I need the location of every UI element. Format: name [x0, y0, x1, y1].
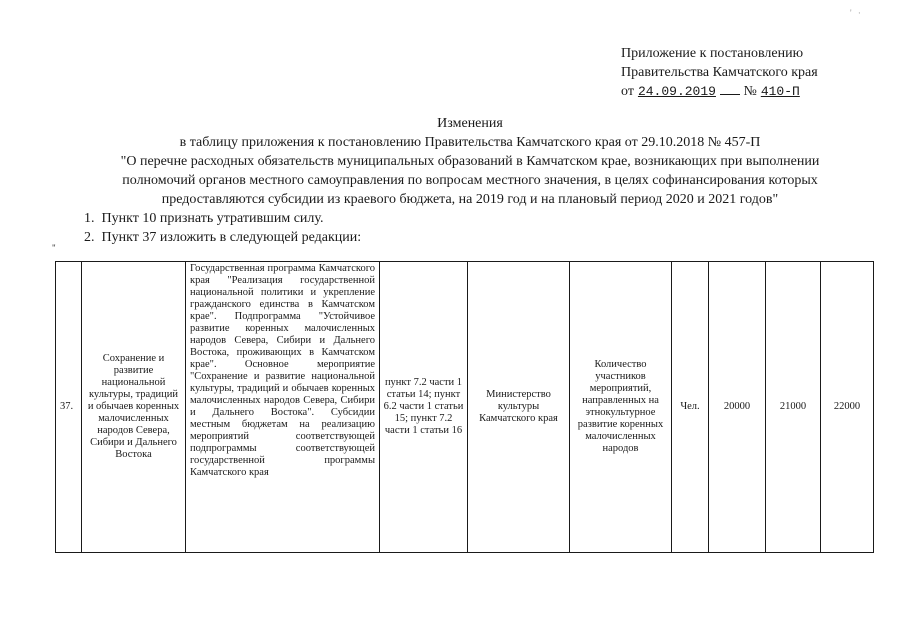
- document-title: [40, 114, 900, 209]
- scan-speckle-mark: ' ·: [850, 8, 863, 18]
- date-underline-gap: [720, 82, 740, 95]
- row-number-cell: 37.: [56, 262, 82, 553]
- table-row: [56, 262, 874, 553]
- change-item: [84, 228, 361, 247]
- appendix-line-1: Приложение к постановлению: [621, 46, 804, 61]
- title-line-5: предоставляются субсидии из краевого бюджета, на 2019 год и на плановый период 2020 и 2021 годов": [161, 192, 779, 207]
- title-heading: Изменения: [437, 116, 503, 131]
- obligation-name-cell: Сохранение и развитие национальной культуры, традиций и обычаев коренных малочисленных народов Севера, Сибири и Дальнего Востока: [82, 262, 186, 553]
- appendix-date-line: [621, 82, 818, 101]
- appendix-number-label: №: [743, 84, 757, 99]
- legal-basis-cell: пункт 7.2 части 1 статьи 14; пункт 6.2 части 1 статьи 15; пункт 7.2 части 1 статьи 16: [380, 262, 468, 553]
- value-2020-cell: 21000: [766, 262, 821, 553]
- appendix-from-label: от: [621, 84, 634, 99]
- appendix-line-2: Правительства Камчатского края: [621, 65, 818, 80]
- title-line-4: полномочий органов местного самоуправления по вопросам местного значения, в целях софинансирования которых: [122, 173, 818, 188]
- item-marker: 2.: [84, 230, 95, 245]
- value-2021-cell: 22000: [821, 262, 874, 553]
- indicator-cell: Количество участников мероприятий, направленных на этнокультурное развитие коренных малочисленных народов: [570, 262, 672, 553]
- change-item: [84, 209, 361, 228]
- appendix-number: 410-П: [760, 84, 800, 99]
- value-2019-cell: 20000: [709, 262, 766, 553]
- item-text: Пункт 10 признать утратившим силу.: [101, 211, 324, 226]
- program-cell: Государственная программа Камчатского края "Реализация государственной национальной политики и укрепление гражданского единства в Камчатском крае". Подпрограмма "Устойчивое развитие коренных малочисленных народов Севера, Сибири и Дальнего Востока, проживающих в Камчатском крае". Основное мероприятие "Сохранение и развитие национальной культуры, традиций и обычаев коренных малочисленных народов Севера, Сибири и Дальнего Востока". Субсидии местным бюджетам на реализацию мероприятий соответствующей подпрограммы соответствующей государственной программы Камчатского края: [186, 262, 380, 553]
- obligations-table: [55, 261, 874, 553]
- item-marker: 1.: [84, 211, 95, 226]
- change-items-list: [84, 209, 361, 247]
- title-line-3: "О перечне расходных обязательств муниципальных образований в Камчатском крае, возникающих при выполнении: [120, 154, 820, 169]
- title-line-2: в таблицу приложения к постановлению Правительства Камчатского края от 29.10.2018 № 457-П: [179, 135, 761, 150]
- appendix-date: 24.09.2019: [637, 84, 716, 99]
- opening-quote-mark: ": [52, 243, 56, 253]
- unit-cell: Чел.: [672, 262, 709, 553]
- item-text: Пункт 37 изложить в следующей редакции:: [101, 230, 362, 245]
- ministry-cell: Министерство культуры Камчатского края: [468, 262, 570, 553]
- appendix-header: [621, 44, 818, 101]
